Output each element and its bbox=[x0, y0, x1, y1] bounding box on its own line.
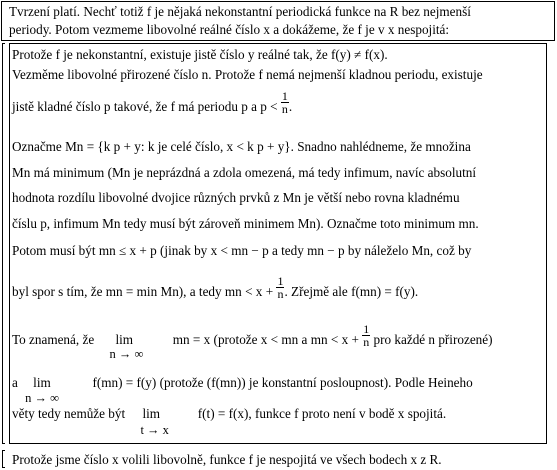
proof-line-9: byl spor s tím, že mn = min Mn), a tedy mn < x + $\frac{1}{n}$ . Zřejmě ale f(mn) = f(y). bbox=[12, 274, 419, 302]
proof-line-6: hodnota rozdílu libovolné dvojice různých prvků z Mn je větší nebo rovna kladnému bbox=[12, 190, 460, 205]
proof-line-2: Vezměme libovolné přirozené číslo n. Protože f nemá nejmenší kladnou periodu, existuje bbox=[12, 67, 483, 82]
proof-line-10: To znamená, že lim n → ∞ mn = x (protože x < mn a mn < x + $\frac{1}{n}$ pro každé n přirozené) bbox=[12, 322, 493, 361]
conclusion-bracket bbox=[2, 450, 5, 468]
fraction-one-over-n-3: $\frac{1}{n}$ bbox=[363, 322, 370, 350]
intro-line-2: periody. Potom vezmeme libovolné reálné číslo x a dokážeme, že f je v x nespojitá: bbox=[9, 22, 450, 37]
proof-line-3-text: jistě kladné číslo p takové, že f má periodu p a p < bbox=[12, 99, 278, 114]
proof-line-11: a lim n → ∞ f(mn) = f(y) (protože (f(mn)) je konstantní posloupnost). Podle Heineho bbox=[12, 375, 473, 405]
proof-line-8: Potom musí být mn ≤ x + p (jinak by x < mn − p a tedy mn − p by náleželo Mn, což by bbox=[12, 243, 472, 258]
limit-t-to-x: lim t → x bbox=[140, 406, 169, 437]
proof-line-7: číslu p, infimum Mn tedy musí být zároveň minimem Mn). Označme toto minimum mn. bbox=[12, 216, 479, 231]
proof-line-3: jistě kladné číslo p takové, že f má periodu p a p < $\frac{1}{n}$ . bbox=[12, 89, 293, 117]
proof-line-4: Označme Mn = {k p + y: k je celé číslo, x < k p + y}. Snadno nahlédneme, že množina bbox=[12, 139, 471, 154]
proof-bracket bbox=[2, 43, 5, 444]
limit-n-infinity-2: lim n → ∞ bbox=[25, 375, 60, 405]
fraction-one-over-n: $\frac{1}{n}$ bbox=[281, 89, 288, 117]
proof-line-1: Protože f je nekonstantní, existuje jistě číslo y reálné tak, že f(y) ≠ f(x). bbox=[12, 47, 388, 62]
proof-line-12: věty tedy nemůže být lim t → x f(t) = f(x), funkce f proto není v bodě x spojitá. bbox=[12, 406, 447, 437]
intro-line-1: Tvrzení platí. Nechť totiž f je nějaká nekonstantní periodická funkce na R bez nejmenší bbox=[9, 4, 471, 19]
conclusion-line: Protože jsme číslo x volili libovolně, funkce f je nespojitá ve všech bodech x z R. bbox=[12, 452, 442, 467]
limit-n-infinity: lim n → ∞ bbox=[109, 332, 144, 361]
fraction-one-over-n-2: $\frac{1}{n}$ bbox=[277, 274, 284, 302]
proof-line-5: Mn má minimum (Mn je neprázdná a zdola omezená, má tedy infimum, navíc absolutní bbox=[12, 165, 476, 180]
